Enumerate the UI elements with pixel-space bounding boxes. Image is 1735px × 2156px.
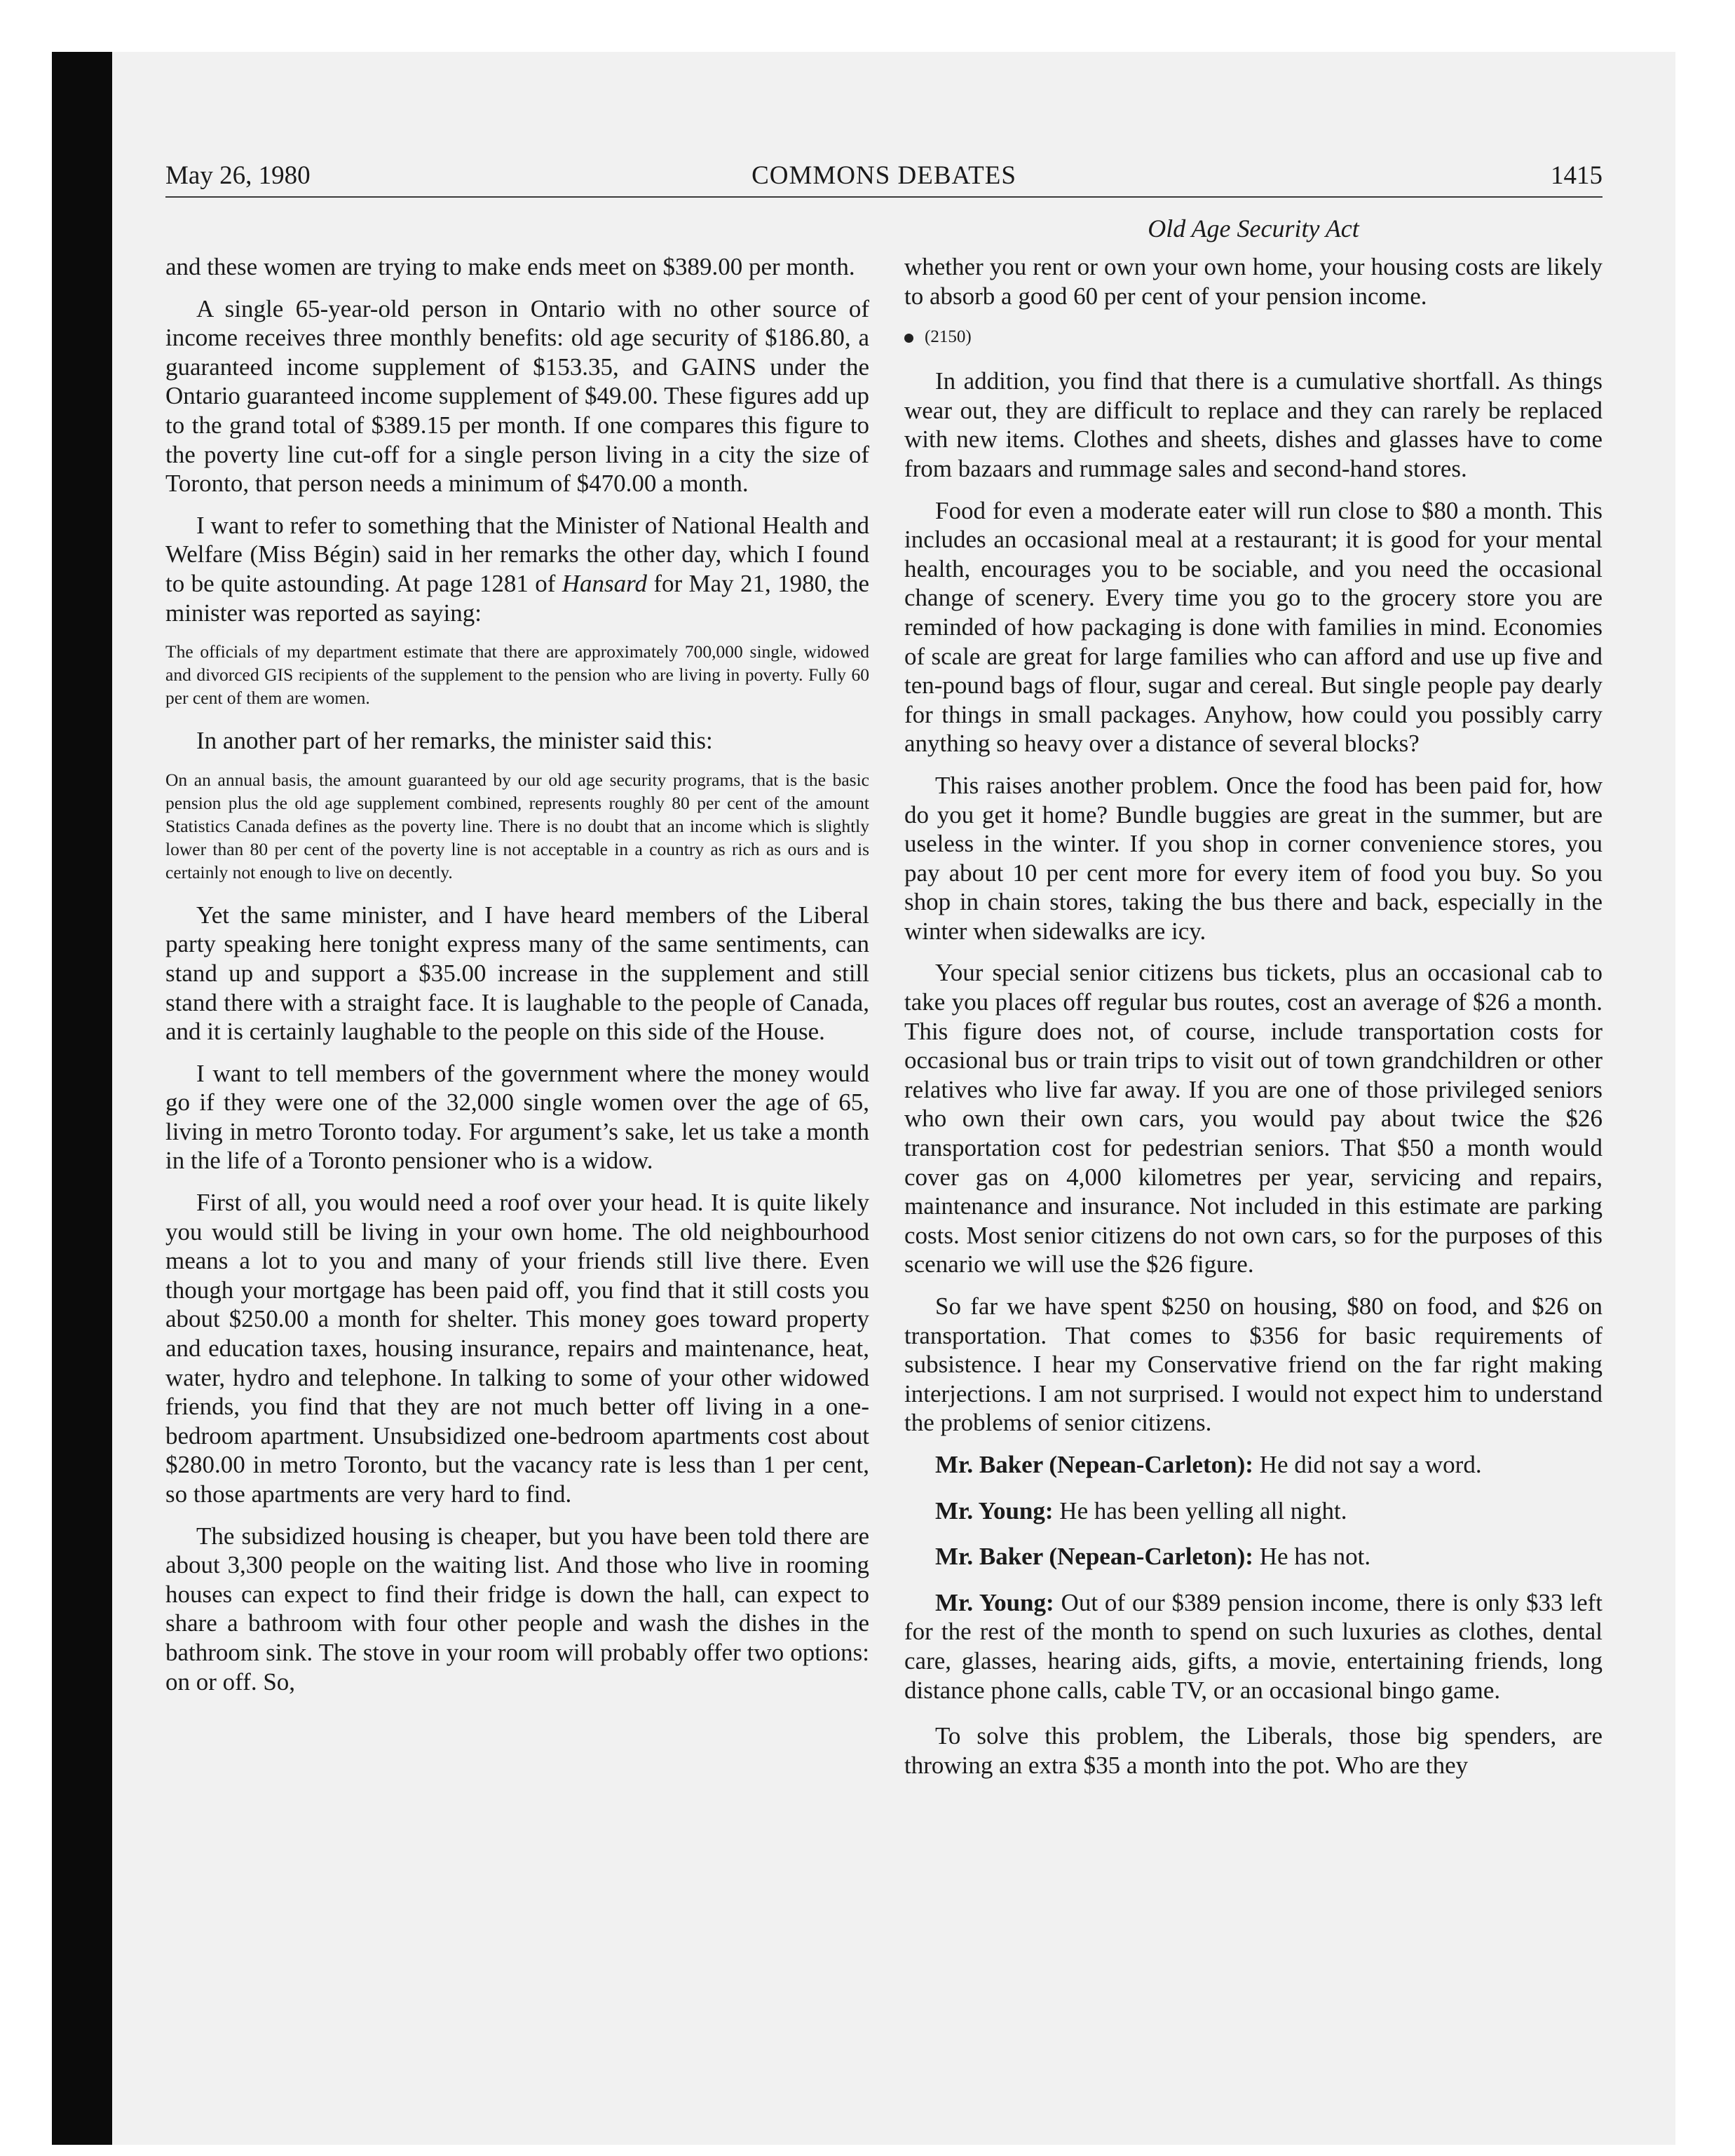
block-quote: On an annual basis, the amount guaranteed by our old age security programs, that is the basic pension plus the old age supplement combined, represents roughly 80 per cent of the amount Statistics Canada defines as the poverty line. There is no doubt that an income which is slightly lower than 80 per cent of the poverty line is not acceptable in a country as rich as ours and is certainly not enough to live on decently. [165,769,869,882]
header-date: May 26, 1980 [165,161,311,190]
paragraph: In addition, you find that there is a cumulative shortfall. As things wear out, they are difficult to replace and they can rarely be replaced with new items. Clothes and sheets, dishes and glasses have to come from bazaars and rummage sales and second-hand stores. [904,367,1603,482]
left-column [165,252,869,1709]
page-header [165,158,1603,193]
speaker-name: Mr. Young: [935,1496,1054,1524]
speech: Mr. Baker (Nepean-Carleton): He has not. [935,1543,1371,1571]
speaker-name: Mr. Young: [935,1588,1054,1616]
paragraph: A single 65-year-old person in Ontario with no other source of income receives three monthly benefits: old age security of $186.80, a guaranteed income supplement of $153.35, and GAINS under the Ontario guaranteed income supplement of $49.00. These figures add up to the grand total of $389.15 per month. If one compares this figure to the poverty line cut-off for a single person living in a city the size of Toronto, that person needs a minimum of $470.00 a month. [165,294,869,498]
paragraph: This raises another problem. Once the food has been paid for, how do you get it home? Bundle buggies are great in the summer, but are useless in the winter. If you shop in corner convenience stores, you pay about 10 per cent more for every item of food you buy. So you shop in chain stores, taking the bus there and back, especially in the winter when sidewalks are icy. [904,771,1603,945]
binding-edge [52,52,112,2145]
hansard-italic: Hansard [562,569,647,597]
paragraph: To solve this problem, the Liberals, those big spenders, are throwing an extra $35 a month into the pot. Who are they [904,1722,1603,1779]
speech: Mr. Young: He has been yelling all night. [935,1496,1347,1524]
paragraph: Your special senior citizens bus tickets, plus an occasional cab to take you places off regular bus routes, cost an average of $26 a month. This figure does not, of course, include transportation costs for occasional bus or train trips to visit out of town grandchildren or other relatives who live far away. If you are one of those privileged seniors who own their own cars, you would pay about twice the $26 transportation cost for pedestrian seniors. That $50 a month would cover gas on 4,000 kilometres per year, servicing and repairs, maintenance and insurance. Not included in this estimate are parking costs. Most senior citizens do not own cars, so for the purposes of this scenario we will use the $26 figure. [904,959,1603,1278]
speech: Mr. Young: Out of our $389 pension income, there is only $33 left for the rest of the month to spend on such luxuries as clothes, dental care, glasses, hearing aids, gifts, a movie, entertaining friends, long distance phone calls, cable TV, or an occasional bingo game. [904,1588,1603,1704]
paragraph: In another part of her remarks, the minister said this: [196,727,713,755]
paragraph: First of all, you would need a roof over your head. It is quite likely you would still be living in your own home. The old neighbourhood means a lot to you and many of your friends still live there. Even though your mortgage has been paid off, you find that it still costs you about $250.00 a month for shelter. This money goes toward property and education taxes, housing insurance, repairs and maintenance, heat, water, hydro and telephone. In talking to some of your other widowed friends, you find that they are not much better off living in a one-bedroom apartment. Unsubsidized one-bedroom apartments cost about $280.00 in metro Toronto, but the vacancy rate is less than 1 per cent, so those apartments are very hard to find. [165,1189,869,1508]
header-title: COMMONS DEBATES [751,161,1016,190]
paragraph: Yet the same minister, and I have heard members of the Liberal party speaking here tonight express many of the same sentiments, can stand up and support a $35.00 increase in the supplement and still stand there with a straight face. It is laughable to the people of Canada, and it is certainly laughable to the people on this side of the House. [165,901,869,1046]
speaker-name: Mr. Baker (Nepean-Carleton): [935,1543,1253,1571]
bullet-icon [904,334,913,343]
speaker-name: Mr. Baker (Nepean-Carleton): [935,1450,1253,1478]
paragraph: I want to refer to something that the Minister of National Health and Welfare (Miss Bégin) said in her remarks the other day, which I found to be quite astounding. At page 1281 of Hansard for May 21, 1980, the minister was reported as saying: [165,511,869,627]
block-quote: The officials of my department estimate that there are approximately 700,000 single, widowed and divorced GIS recipients of the supplement to the pension who are living in poverty. Fully 60 per cent of them are women. [165,641,869,709]
paragraph: The subsidized housing is cheaper, but you have been told there are about 3,300 people on the waiting list. And those who live in rooming houses can expect to find their fridge is down the hall, can expect to share a bathroom with four other people and wash the dishes in the bathroom sink. The stove in your room will probably offer two options: on or off. So, [165,1522,869,1696]
header-rule [165,196,1603,198]
paragraph: and these women are trying to make ends meet on $389.00 per month. [165,253,855,280]
paragraph: Food for even a moderate eater will run close to $80 a month. This includes an occasional meal at a restaurant; it is good for your mental health, encourages you to be sociable, and you need the occasional change of scenery. Every time you go to the grocery store you are reminded of how packaging is done with families in mind. Economies of scale are great for large families who can afford and use up five and ten-pound bags of flour, sugar and cereal. But single people pay dearly for things in small packages. Anyhow, how could you possibly carry anything so heavy over a distance of several blocks? [904,496,1603,758]
speech: Mr. Baker (Nepean-Carleton): He did not say a word. [935,1450,1482,1478]
right-column [904,252,1603,1792]
paragraph: whether you rent or own your own home, your housing costs are likely to absorb a good 60 per cent of your pension income. [904,253,1603,310]
paragraph: So far we have spent $250 on housing, $80 on food, and $26 on transportation. That comes to $356 for basic requirements of subsistence. I hear my Conservative friend on the far right making interjections. I am not surprised. I would not expect him to understand the problems of senior citizens. [904,1292,1603,1437]
page-number: 1415 [1551,161,1603,190]
time-marker: (2150) [904,323,1603,351]
paragraph: I want to tell members of the government where the money would go if they were one of the 32,000 single women over the age of 65, living in metro Toronto today. For argument’s sake, let us take a month in the life of a Toronto pensioner who is a widow. [165,1059,869,1175]
section-title: Old Age Security Act [1148,214,1359,243]
